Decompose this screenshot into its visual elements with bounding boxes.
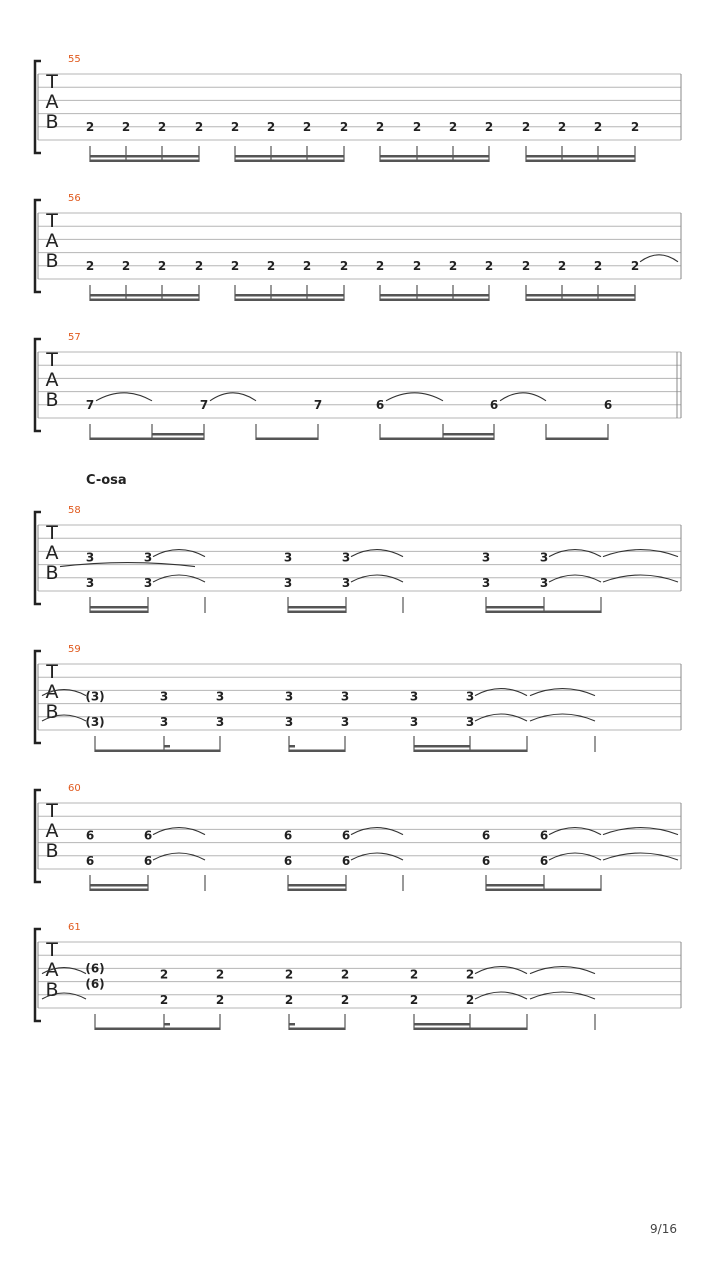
beam-secondary <box>152 433 204 436</box>
measure-number: 58 <box>68 505 81 516</box>
fret-number-lower: 3 <box>284 715 294 729</box>
fret-number-lower: 2 <box>340 993 350 1007</box>
tie-arc <box>153 575 205 582</box>
tab-clef-letter: A <box>45 820 59 843</box>
beam-secondary <box>90 155 199 158</box>
tab-clef-letter: T <box>46 210 58 233</box>
fret-number-upper: 2 <box>409 967 419 982</box>
beam-secondary <box>235 155 344 158</box>
fret-number-upper: (3) <box>85 689 105 704</box>
fret-number: 2 <box>266 119 276 134</box>
fret-number: 2 <box>484 258 494 273</box>
fret-number-lower: 3 <box>481 576 491 590</box>
fret-number: 2 <box>630 258 640 273</box>
beam <box>546 438 608 441</box>
beam <box>289 1028 345 1031</box>
fret-number-lower: 3 <box>283 576 293 590</box>
beam-secondary <box>486 606 544 609</box>
fret-number: 2 <box>230 258 240 273</box>
beam-secondary <box>380 294 489 297</box>
beam <box>380 299 489 302</box>
beam <box>90 160 199 163</box>
measure-number: 61 <box>68 922 81 933</box>
tie-arc <box>351 550 403 557</box>
beam-secondary <box>486 884 544 887</box>
beam-secondary <box>526 155 635 158</box>
measure-number: 57 <box>68 332 81 343</box>
fret-number-upper: 3 <box>215 689 225 704</box>
fret-number-upper: 6 <box>143 828 153 843</box>
fret-number: 2 <box>557 119 567 134</box>
tab-clef-letter: T <box>46 800 58 823</box>
fret-number: 2 <box>230 119 240 134</box>
fret-number-lower: 3 <box>143 576 153 590</box>
fret-number: 2 <box>412 119 422 134</box>
fret-number: 2 <box>448 258 458 273</box>
fret-number-upper: 2 <box>215 967 225 982</box>
fret-number-upper: 3 <box>283 550 293 565</box>
beam <box>90 611 148 614</box>
tie-arc <box>530 992 595 999</box>
fret-number-lower: 3 <box>539 576 549 590</box>
tab-clef-letter: B <box>45 111 59 134</box>
beam <box>95 1028 220 1031</box>
tab-clef-letter: B <box>45 840 59 863</box>
fret-number: 2 <box>521 258 531 273</box>
tie-arc <box>475 689 527 696</box>
tie-arc <box>549 575 601 582</box>
fret-number: 2 <box>593 258 603 273</box>
fret-number: 2 <box>266 258 276 273</box>
tab-clef-letter: A <box>45 230 59 253</box>
fret-number: 2 <box>194 258 204 273</box>
beam <box>90 299 199 302</box>
fret-number-upper: 2 <box>340 967 350 982</box>
tab-clef-letter: T <box>46 939 58 962</box>
fret-number: 7 <box>313 397 323 412</box>
fret-number: 6 <box>375 397 385 412</box>
tie-arc <box>603 550 678 557</box>
tie-arc <box>549 853 601 860</box>
tie-arc <box>351 575 403 582</box>
fret-number-lower: 6 <box>283 854 293 868</box>
fret-number-lower: 3 <box>159 715 169 729</box>
fret-number-lower: 2 <box>409 993 419 1007</box>
fret-number-upper: 3 <box>85 550 95 565</box>
fret-number: 7 <box>199 397 209 412</box>
tab-clef-letter: A <box>45 681 59 704</box>
fret-number-lower: 3 <box>341 576 351 590</box>
beam-secondary <box>235 294 344 297</box>
tie-arc <box>475 714 527 721</box>
fret-number-upper: 6 <box>539 828 549 843</box>
fret-number: 2 <box>85 119 95 134</box>
fret-number: 2 <box>521 119 531 134</box>
beam <box>486 611 601 614</box>
fret-number-upper: 3 <box>284 689 294 704</box>
beam <box>235 160 344 163</box>
fret-number-upper: 6 <box>85 828 95 843</box>
tab-clef-letter: T <box>46 71 58 94</box>
fret-number-lower: 6 <box>143 854 153 868</box>
beam <box>414 1028 527 1031</box>
fret-number: 2 <box>375 258 385 273</box>
beam <box>90 438 204 441</box>
fret-number: 2 <box>375 119 385 134</box>
tab-clef-letter: T <box>46 349 58 372</box>
tie-arc <box>500 393 546 401</box>
tab-clef-letter: B <box>45 979 59 1002</box>
fret-number: 2 <box>557 258 567 273</box>
tie-arc <box>153 550 205 557</box>
tie-arc <box>153 828 205 835</box>
tie-arc <box>603 853 678 860</box>
fret-number-upper: 2 <box>159 967 169 982</box>
beam-secondary <box>380 155 489 158</box>
fret-number-lower: 6 <box>85 854 95 868</box>
tie-arc <box>386 393 443 401</box>
beam <box>256 438 318 441</box>
beam <box>526 299 635 302</box>
beam <box>526 160 635 163</box>
beam <box>289 750 345 753</box>
fret-number: 2 <box>194 119 204 134</box>
beam-stub <box>164 1023 170 1026</box>
fret-number-upper: 6 <box>283 828 293 843</box>
beam <box>235 299 344 302</box>
tab-clef-letter: B <box>45 389 59 412</box>
tab-clef-letter: A <box>45 91 59 114</box>
tie-arc <box>640 255 678 262</box>
page-number: 9/16 <box>650 1222 677 1236</box>
beam-stub <box>289 745 295 748</box>
fret-number: 2 <box>484 119 494 134</box>
tie-arc <box>530 967 595 974</box>
beam-secondary <box>90 606 148 609</box>
measure-number: 59 <box>68 644 81 655</box>
fret-number-lower: 2 <box>215 993 225 1007</box>
fret-number-lower: 6 <box>341 854 351 868</box>
fret-number: 7 <box>85 397 95 412</box>
fret-number-upper: 3 <box>341 550 351 565</box>
tie-arc <box>549 828 601 835</box>
tie-arc <box>475 992 527 999</box>
fret-number-upper: 3 <box>481 550 491 565</box>
fret-number-upper: 2 <box>465 967 475 982</box>
beam-stub <box>164 745 170 748</box>
fret-number-lower: 6 <box>481 854 491 868</box>
beam-secondary <box>414 1023 470 1026</box>
beam-secondary <box>288 884 346 887</box>
measure-number: 56 <box>68 193 81 204</box>
fret-number-lower: 3 <box>85 576 95 590</box>
tie-arc <box>530 689 595 696</box>
tie-arc <box>153 853 205 860</box>
beam-secondary <box>443 433 494 436</box>
fret-number: 2 <box>121 119 131 134</box>
tab-clef-letter: B <box>45 562 59 585</box>
fret-number: 2 <box>630 119 640 134</box>
beam-secondary <box>526 294 635 297</box>
fret-number: 2 <box>85 258 95 273</box>
tie-arc <box>351 853 403 860</box>
beam-secondary <box>414 745 470 748</box>
fret-number: 2 <box>157 119 167 134</box>
fret-number: 2 <box>593 119 603 134</box>
tab-clef-letter: B <box>45 701 59 724</box>
fret-number-lower: 3 <box>409 715 419 729</box>
fret-number-upper: 6 <box>481 828 491 843</box>
beam <box>380 438 494 441</box>
fret-number: 2 <box>448 119 458 134</box>
tab-clef-letter: B <box>45 250 59 273</box>
measure-number: 60 <box>68 783 81 794</box>
beam <box>90 889 148 892</box>
fret-number: 2 <box>302 258 312 273</box>
tab-clef-letter: A <box>45 369 59 392</box>
tie-arc <box>96 393 152 401</box>
beam-stub <box>289 1023 295 1026</box>
fret-number-lower: (6) <box>85 976 105 991</box>
fret-number: 6 <box>603 397 613 412</box>
beam-secondary <box>90 294 199 297</box>
tie-arc <box>603 828 678 835</box>
fret-number-lower: (3) <box>85 715 105 729</box>
tie-arc <box>530 714 595 721</box>
tie-arc <box>603 575 678 582</box>
fret-number-upper: 2 <box>284 967 294 982</box>
fret-number: 2 <box>157 258 167 273</box>
tab-clef-letter: A <box>45 959 59 982</box>
fret-number-upper: 3 <box>159 689 169 704</box>
fret-number-upper: 3 <box>465 689 475 704</box>
fret-number-upper: 3 <box>409 689 419 704</box>
beam <box>414 750 527 753</box>
measure-number: 55 <box>68 54 81 65</box>
fret-number-lower: 3 <box>465 715 475 729</box>
fret-number: 2 <box>412 258 422 273</box>
fret-number-upper: 3 <box>340 689 350 704</box>
fret-number-upper: (6) <box>85 961 105 976</box>
fret-number-upper: 6 <box>341 828 351 843</box>
fret-number-upper: 3 <box>143 550 153 565</box>
tie-arc <box>475 967 527 974</box>
fret-number: 2 <box>121 258 131 273</box>
tab-clef-letter: A <box>45 542 59 565</box>
fret-number: 2 <box>339 258 349 273</box>
beam <box>486 889 601 892</box>
fret-number-lower: 3 <box>215 715 225 729</box>
beam-secondary <box>288 606 346 609</box>
fret-number-upper: 3 <box>539 550 549 565</box>
fret-number: 6 <box>489 397 499 412</box>
beam <box>288 611 346 614</box>
fret-number-lower: 6 <box>539 854 549 868</box>
beam <box>380 160 489 163</box>
beam <box>95 750 220 753</box>
fret-number-lower: 2 <box>159 993 169 1007</box>
tab-clef-letter: T <box>46 661 58 684</box>
tab-clef-letter: T <box>46 522 58 545</box>
tie-arc <box>210 393 256 401</box>
fret-number: 2 <box>339 119 349 134</box>
tie-arc <box>351 828 403 835</box>
section-label: C-osa <box>86 473 127 488</box>
beam <box>288 889 346 892</box>
beam-secondary <box>90 884 148 887</box>
tie-arc <box>549 550 601 557</box>
fret-number-lower: 3 <box>340 715 350 729</box>
fret-number-lower: 2 <box>465 993 475 1007</box>
fret-number-lower: 2 <box>284 993 294 1007</box>
fret-number: 2 <box>302 119 312 134</box>
